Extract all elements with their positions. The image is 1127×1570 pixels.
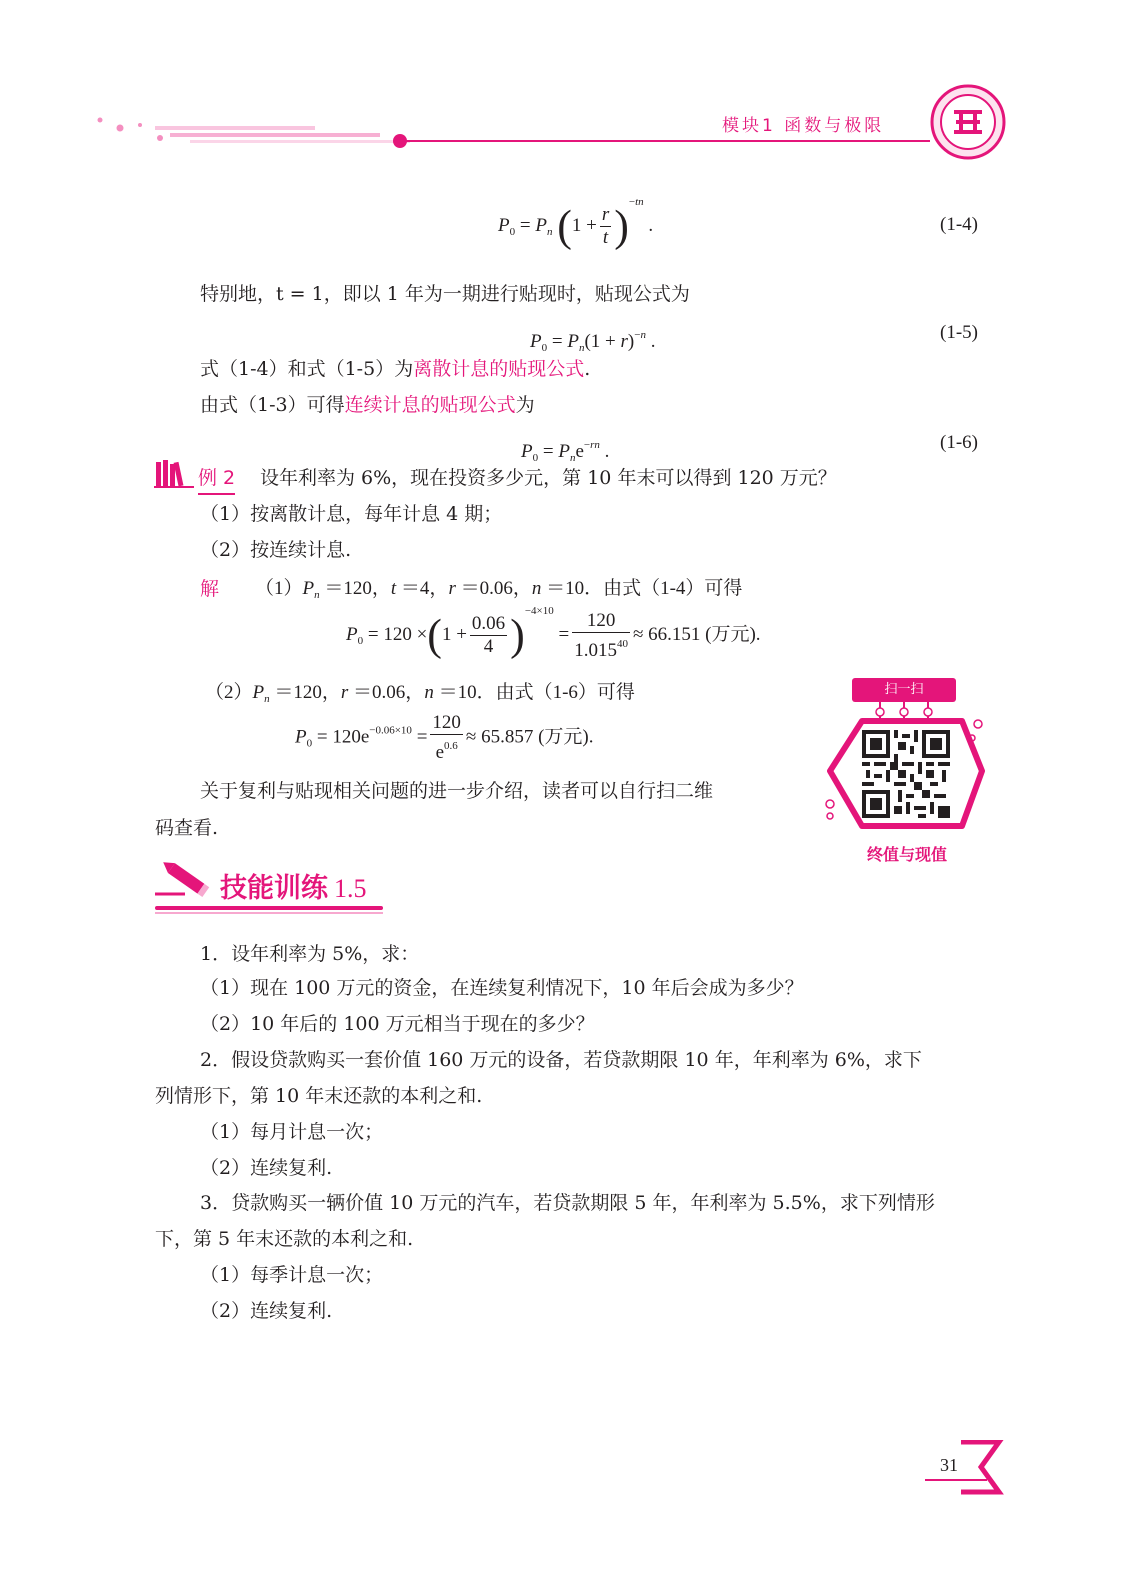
example-part-1: （1）按离散计息，每年计息 4 期； [200,503,503,525]
formula-1-5: $P_0 = P_n(1 + r)^{-n}$ . [530,329,656,354]
training-item: （1）每季计息一次； [200,1264,384,1286]
continuous-formula-text [200,392,535,418]
solution-2-formula: $P_0 = 120e^{-0.06\times 10}$ = $\frac{120}{e^{0.6}}$ ≈ 65.857 (万元). [295,712,594,763]
qr-scan-label: 扫一扫 [884,682,924,697]
solution-2-intro: $(2)P_n =120$，r ＝0.06，n ＝10．由式（1-6）可得 [205,682,635,705]
equation-number-1-4: (1-4) [940,214,978,235]
training-item: （2）连续复利. [200,1157,333,1179]
training-item: （2）连续复利. [200,1300,333,1322]
qr-code-icon [862,730,950,818]
solution-2-result: ≈ 65.857 (万元). [465,726,594,748]
training-item: 下，第 5 年末还款的本利之和. [155,1228,414,1250]
example-part-2: （2）按连续计息. [200,539,352,561]
module-label: 模块1 函数与极限 [722,116,885,136]
example-label: 例 2 [198,465,235,495]
training-underline-light [155,912,383,914]
training-title: 技能训练 1.5 [220,873,367,904]
formula-1-4: $P_0 = P_n$ (1 + $\frac{r}{t}$ )$^{-tn}$ . [498,196,654,251]
books-icon [154,458,194,488]
training-item: （2）10 年后的 100 万元相当于现在的多少？ [200,1013,595,1035]
solution-1-result: ≈ 66.151 (万元). [632,624,761,645]
training-item: 1．设年利率为 5%，求： [200,943,420,965]
qr-code-card[interactable] [822,676,992,866]
training-item: 3．贷款购买一辆价值 10 万元的汽车，若贷款期限 5 年，年利率为 5.5%，求下列情形 [200,1192,935,1214]
training-item: （1）现在 100 万元的资金，在连续复利情况下，10 年后会成为多少？ [200,977,804,999]
further-info-line-2: 码查看. [155,817,219,839]
training-item: （1）每月计息一次； [200,1121,384,1143]
special-case-text: 特别地，t = 1，即以 1 年为一期进行贴现时，贴现公式为 [200,283,690,305]
example-question: 设年利率为 6%，现在投资多少元，第 10 年末可以得到 120 万元？ [260,467,837,489]
solution-1-formula: $P_0 = 120 \times(1$ + $\frac{0.06}{4}$ )$^{-4\times 10}$ = $\frac{120}{1.015^{40}}$ ≈ 66.151 (万元). [346,605,761,661]
training-item: 2．假设贷款购买一套价值 160 万元的设备，若贷款期限 10 年，年利率为 6%，求下 [200,1049,922,1071]
page-number: 31 [940,1455,958,1475]
qr-caption: 终值与现值 [866,845,947,864]
formula-1-6: $P_0 = P_ne^{-rn}$ . [521,439,610,464]
continuous-prefix: 由式（1-3）可得 [200,394,345,416]
pencil-icon [155,860,215,900]
continuous-term: 连续计息的贴现公式 [344,394,516,416]
training-number: 1.5 [334,874,367,903]
continuous-suffix: 为 [515,394,535,416]
discrete-prefix: 式（1-4）和式（1-5）为 [200,358,414,380]
further-info-line-1: 关于复利与贴现相关问题的进一步介绍，读者可以自行扫二维 [200,780,714,802]
training-item: 列情形下，第 10 年末还款的本利之和. [155,1085,483,1107]
equation-number-1-6: (1-6) [940,432,978,453]
discrete-term: 离散计息的贴现公式 [413,358,585,380]
solution-label: 解 [200,578,220,600]
training-underline [155,906,383,910]
discrete-suffix: . [584,358,591,380]
discrete-formula-text [200,356,590,382]
module-logo-icon [928,82,1008,162]
equation-number-1-5: (1-5) [940,322,978,343]
page-corner-decoration [925,1440,1005,1495]
solution-1-intro: $(1)P_n =120$，t ＝4，r ＝0.06，n ＝10．由式（1-4）可得 [255,578,743,601]
